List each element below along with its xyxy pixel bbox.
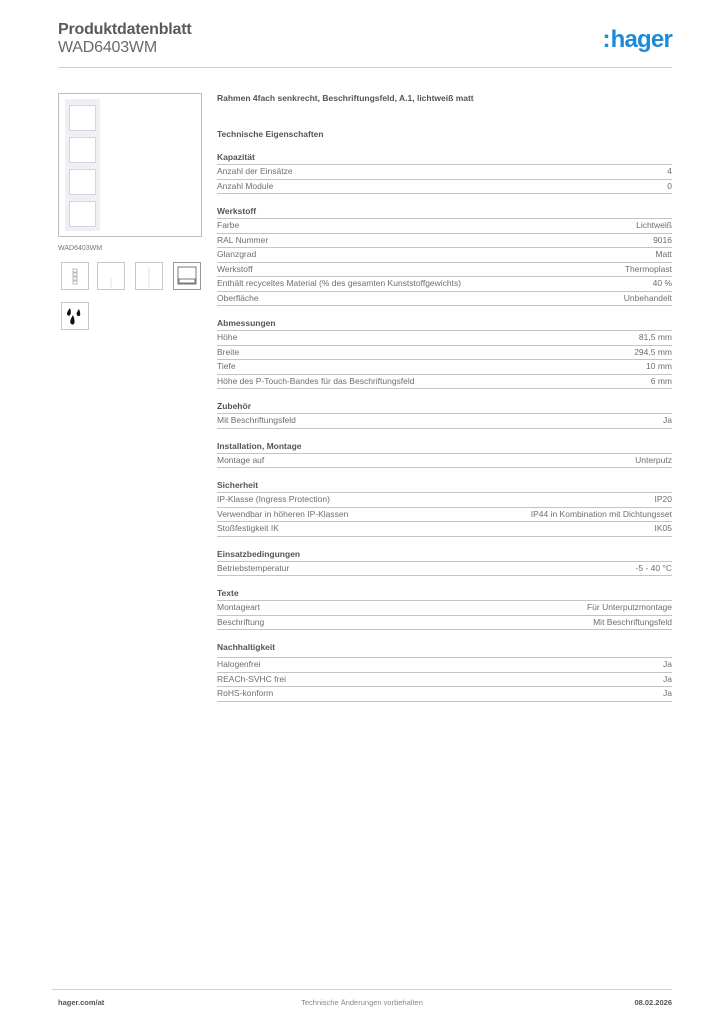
row-value: Thermoplast: [624, 263, 672, 274]
frame-slot: [69, 105, 96, 131]
product-image: [58, 93, 202, 237]
table-row: [217, 165, 672, 180]
product-code: WAD6403WM: [58, 245, 103, 252]
row-value: IP20: [654, 494, 672, 504]
table-row: [217, 263, 672, 278]
document-title: Produktdatenblatt: [58, 21, 192, 38]
row-value: 0: [667, 180, 672, 191]
row-label: Höhe des P-Touch-Bandes für das Beschriftungsfeld: [217, 375, 415, 386]
row-label: Farbe: [217, 220, 240, 230]
table-row: [217, 562, 672, 577]
frame-outline-icon: [97, 262, 125, 290]
table-row: [217, 658, 672, 673]
row-label: Glanzgrad: [217, 249, 257, 259]
table-row: [217, 454, 672, 469]
row-label: Oberfläche: [217, 292, 259, 303]
table-row: [217, 346, 672, 361]
row-label: REACh-SVHC frei: [217, 673, 286, 684]
row-value: Für Unterputzmontage: [586, 602, 672, 612]
row-label: RoHS-konform: [217, 688, 274, 698]
table-row: [217, 508, 672, 523]
label-field-icon: [173, 262, 201, 290]
footer-notice: Technische Änderungen vorbehalten: [301, 998, 423, 1007]
product-description: Rahmen 4fach senkrecht, Beschriftungsfeld, A.1, lichtweiß matt: [217, 93, 474, 103]
frame-slot: [69, 169, 96, 195]
row-value: Unterputz: [635, 454, 672, 465]
group-title: Einsatzbedingungen: [217, 549, 672, 562]
frame-illustration: [65, 99, 100, 231]
header-divider: [58, 67, 672, 68]
row-label: Werkstoff: [217, 263, 253, 274]
row-value: 6 mm: [650, 375, 672, 386]
row-label: Betriebstemperatur: [217, 562, 290, 573]
row-value: 10 mm: [646, 361, 672, 371]
row-label: Montage auf: [217, 454, 265, 465]
row-value: IK05: [654, 523, 672, 533]
hager-logo: [602, 26, 672, 54]
row-label: Anzahl Module: [217, 180, 274, 191]
table-row: [217, 673, 672, 688]
table-row: [217, 522, 672, 537]
row-label: Halogenfrei: [217, 659, 261, 669]
frame-slot: [69, 201, 96, 227]
row-label: IP-Klasse (Ingress Protection): [217, 494, 330, 504]
row-label: RAL Nummer: [217, 234, 269, 245]
row-label: Stoßfestigkeit IK: [217, 523, 279, 533]
logo-text: hager: [610, 26, 672, 53]
footer-website: hager.com/at: [58, 998, 105, 1007]
page-header: [58, 20, 672, 57]
group-abmessungen: [217, 318, 672, 389]
table-row: [217, 277, 672, 292]
row-value: Mit Beschriftungsfeld: [593, 616, 672, 627]
table-row: [217, 219, 672, 234]
group-title: Abmessungen: [217, 318, 672, 331]
group-title: Sicherheit: [217, 480, 672, 493]
group-texte: [217, 588, 672, 630]
row-value: Unbehandelt: [623, 292, 672, 303]
row-value: Lichtweiß: [636, 220, 672, 230]
row-value: Ja: [663, 415, 672, 425]
row-value: 40 %: [652, 278, 672, 288]
table-row: [217, 292, 672, 307]
footer-date: 08.02.2026: [634, 998, 672, 1007]
table-row: [217, 234, 672, 249]
table-row: [217, 687, 672, 702]
logo-colon: :: [602, 26, 610, 53]
row-value: 81,5 mm: [638, 332, 672, 342]
document-subtitle: WAD6403WM: [58, 39, 157, 56]
table-row: [217, 180, 672, 195]
group-title: Werkstoff: [217, 206, 672, 219]
row-label: Breite: [217, 346, 240, 357]
group-nachhaltigkeit: [217, 642, 672, 702]
group-einsatzbedingungen: [217, 549, 672, 577]
row-label: Tiefe: [217, 361, 236, 371]
table-row: [217, 616, 672, 631]
row-value: IP44 in Kombination mit Dichtungsset: [530, 508, 672, 519]
group-sicherheit: [217, 480, 672, 537]
technical-data: [217, 93, 672, 702]
row-label: Höhe: [217, 332, 238, 342]
row-label: Verwendbar in höheren IP-Klassen: [217, 508, 349, 519]
row-value: Ja: [663, 688, 672, 698]
group-werkstoff: [217, 206, 672, 306]
footer-divider: [52, 989, 672, 990]
row-label: Mit Beschriftungsfeld: [217, 415, 296, 425]
group-kapazitaet: [217, 152, 672, 194]
row-label: Enthält recyceltes Material (% des gesamten Kunststoffgewichts): [217, 278, 462, 288]
table-row: [217, 375, 672, 390]
frame-outline-icon: [135, 262, 163, 290]
table-row: [217, 601, 672, 616]
table-row: [217, 414, 672, 429]
table-row: [217, 360, 672, 375]
row-value: 9016: [653, 234, 672, 245]
section-title: Technische Eigenschaften: [217, 129, 324, 139]
group-title: Installation, Montage: [217, 441, 672, 454]
row-value: Ja: [663, 673, 672, 684]
row-value: -5 - 40 °C: [635, 562, 672, 573]
group-zubehoer: [217, 401, 672, 429]
row-label: Montageart: [217, 602, 260, 612]
group-title: Zubehör: [217, 401, 672, 414]
group-title: Nachhaltigkeit: [217, 642, 672, 658]
row-label: Beschriftung: [217, 616, 265, 627]
row-value: Ja: [663, 659, 672, 669]
table-row: [217, 331, 672, 346]
group-title: Texte: [217, 588, 672, 601]
table-row: [217, 248, 672, 263]
table-row: [217, 493, 672, 508]
row-value: 294,5 mm: [634, 346, 672, 357]
group-title: Kapazität: [217, 152, 672, 165]
row-value: 4: [667, 166, 672, 176]
row-value: Matt: [655, 249, 672, 259]
water-drops-icon: [61, 302, 89, 330]
group-installation: [217, 441, 672, 469]
frame-slot: [69, 137, 96, 163]
row-label: Anzahl der Einsätze: [217, 166, 293, 176]
vertical-frame-icon: [61, 262, 89, 290]
